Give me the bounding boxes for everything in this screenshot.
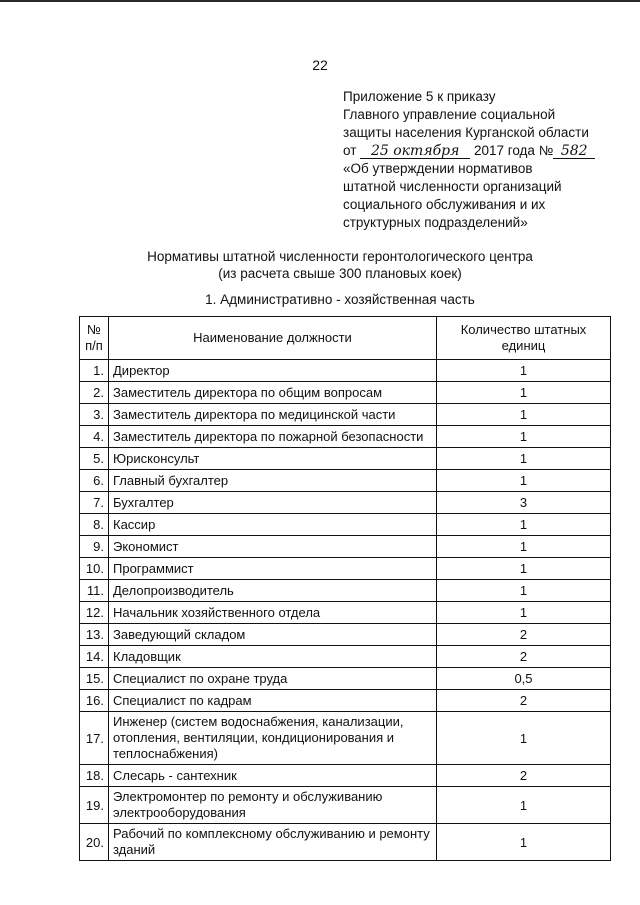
- row-name: Слесарь - сантехник: [109, 765, 437, 787]
- row-qty: 1: [437, 602, 611, 624]
- row-num: 7.: [80, 492, 109, 514]
- title-line-2: (из расчета свыше 300 плановых коек): [218, 266, 462, 281]
- row-name: Юрисконсульт: [109, 448, 437, 470]
- row-num: 15.: [80, 668, 109, 690]
- table-row: [80, 787, 611, 824]
- appendix-line-2: Главного управление социальной: [343, 107, 556, 122]
- appendix-line-1: Приложение 5 к приказу: [343, 89, 496, 104]
- row-num: 5.: [80, 448, 109, 470]
- table-row: [80, 646, 611, 668]
- row-name: Начальник хозяйственного отдела: [109, 602, 437, 624]
- row-qty: 2: [437, 646, 611, 668]
- table-row: [80, 765, 611, 787]
- table-header-row: [80, 317, 611, 360]
- row-num: 12.: [80, 602, 109, 624]
- row-num: 13.: [80, 624, 109, 646]
- row-qty: 1: [437, 536, 611, 558]
- table-row: [80, 536, 611, 558]
- appendix-quote-2: штатной численности организаций: [343, 179, 562, 194]
- row-name: Специалист по охране труда: [109, 668, 437, 690]
- table-row: [80, 448, 611, 470]
- table-row: [80, 492, 611, 514]
- row-name: Специалист по кадрам: [109, 690, 437, 712]
- row-num: 8.: [80, 514, 109, 536]
- row-name: Главный бухгалтер: [109, 470, 437, 492]
- row-qty: 1: [437, 514, 611, 536]
- appendix-quote-1: «Об утверждении нормативов: [343, 161, 533, 176]
- header-qty: Количество штатных единиц: [437, 317, 611, 360]
- table-row: [80, 690, 611, 712]
- section-title: 1. Административно - хозяйственная часть: [205, 292, 475, 307]
- appendix-quote-3: социального обслуживания и их: [343, 197, 546, 212]
- row-qty: 1: [437, 382, 611, 404]
- row-num: 1.: [80, 360, 109, 382]
- row-qty: 1: [437, 787, 611, 824]
- row-name: Заместитель директора по пожарной безопасности: [109, 426, 437, 448]
- row-num: 9.: [80, 536, 109, 558]
- row-num: 16.: [80, 690, 109, 712]
- row-num: 20.: [80, 824, 109, 861]
- row-num: 10.: [80, 558, 109, 580]
- row-num: 18.: [80, 765, 109, 787]
- top-border-line: [0, 0, 640, 2]
- row-name: Заместитель директора по общим вопросам: [109, 382, 437, 404]
- page-number: 22: [312, 57, 328, 73]
- row-name: Делопроизводитель: [109, 580, 437, 602]
- table-row: [80, 426, 611, 448]
- table-row: [80, 360, 611, 382]
- table-row: [80, 668, 611, 690]
- header-name: Наименование должности: [109, 317, 437, 360]
- table-row: [80, 712, 611, 765]
- row-name: Заместитель директора по медицинской части: [109, 404, 437, 426]
- row-name: Кладовщик: [109, 646, 437, 668]
- row-qty: 2: [437, 624, 611, 646]
- row-name: Кассир: [109, 514, 437, 536]
- row-name: Программист: [109, 558, 437, 580]
- table-row: [80, 404, 611, 426]
- title-line-1: Нормативы штатной численности геронтологического центра: [147, 249, 533, 264]
- row-num: 14.: [80, 646, 109, 668]
- table-row: [80, 580, 611, 602]
- row-num: 11.: [80, 580, 109, 602]
- table-row: [80, 382, 611, 404]
- row-num: 4.: [80, 426, 109, 448]
- row-qty: 1: [437, 712, 611, 765]
- row-qty: 1: [437, 580, 611, 602]
- row-qty: 3: [437, 492, 611, 514]
- date-prefix: от: [343, 143, 357, 158]
- appendix-block: [343, 88, 613, 232]
- row-qty: 1: [437, 824, 611, 861]
- appendix-line-3: защиты населения Курганской области: [343, 125, 589, 140]
- row-qty: 1: [437, 404, 611, 426]
- table-row: [80, 514, 611, 536]
- row-qty: 2: [437, 765, 611, 787]
- row-name: Бухгалтер: [109, 492, 437, 514]
- header-num: № п/п: [80, 317, 109, 360]
- appendix-quote-4: структурных подразделений»: [343, 215, 528, 230]
- appendix-date-line: [343, 142, 613, 160]
- year-text: 2017 года №: [473, 143, 554, 158]
- staff-table: [79, 316, 611, 861]
- row-name: Заведующий складом: [109, 624, 437, 646]
- row-name: Экономист: [109, 536, 437, 558]
- table-row: [80, 558, 611, 580]
- row-name: Инженер (систем водоснабжения, канализации, отопления, вентиляции, кондиционирования и теплоснабжения): [109, 712, 437, 765]
- row-num: 6.: [80, 470, 109, 492]
- row-qty: 1: [437, 360, 611, 382]
- row-name: Директор: [109, 360, 437, 382]
- table-row: [80, 470, 611, 492]
- row-qty: 2: [437, 690, 611, 712]
- handwritten-date: 25 октября: [360, 144, 470, 159]
- document-title: [0, 248, 640, 282]
- row-num: 19.: [80, 787, 109, 824]
- handwritten-order-number: 582: [553, 144, 595, 159]
- row-num: 17.: [80, 712, 109, 765]
- row-qty: 1: [437, 470, 611, 492]
- row-num: 3.: [80, 404, 109, 426]
- row-qty: 0,5: [437, 668, 611, 690]
- table-row: [80, 824, 611, 861]
- row-qty: 1: [437, 426, 611, 448]
- table-row: [80, 624, 611, 646]
- row-name: Электромонтер по ремонту и обслуживанию электрооборудования: [109, 787, 437, 824]
- row-qty: 1: [437, 448, 611, 470]
- table-row: [80, 602, 611, 624]
- row-qty: 1: [437, 558, 611, 580]
- row-name: Рабочий по комплексному обслуживанию и ремонту зданий: [109, 824, 437, 861]
- row-num: 2.: [80, 382, 109, 404]
